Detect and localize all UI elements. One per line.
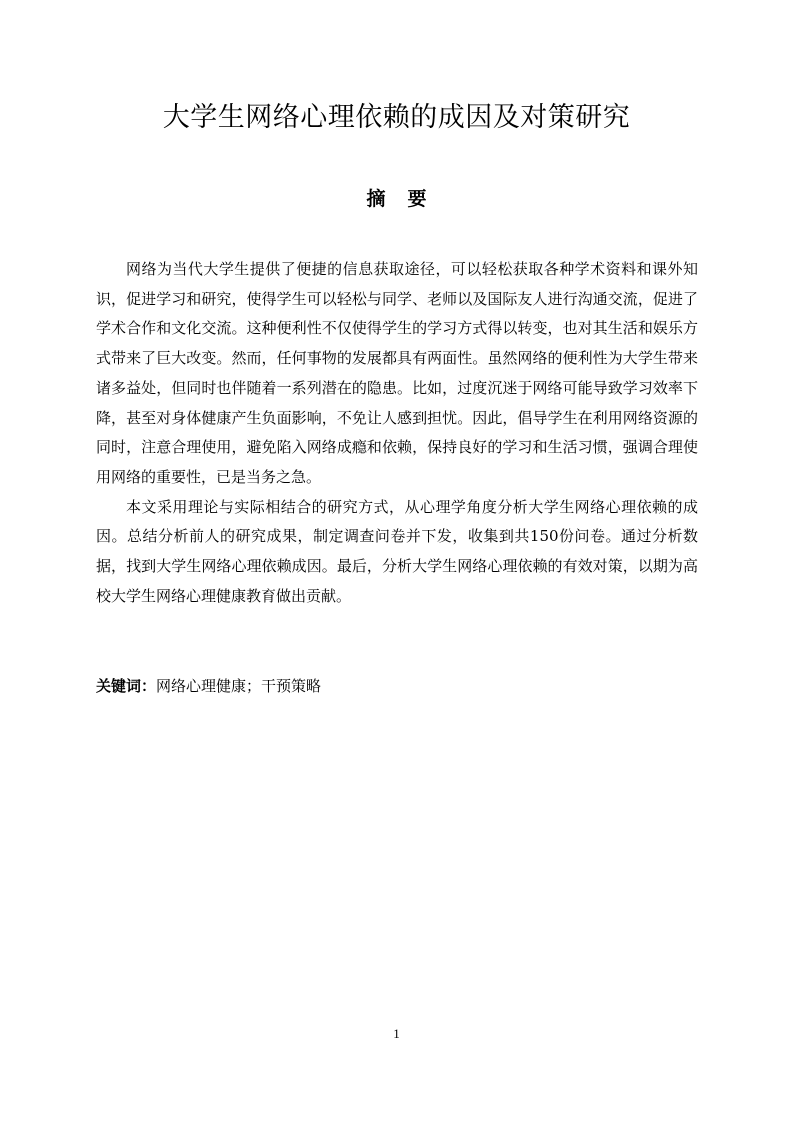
page-number: 1 <box>393 1026 400 1041</box>
abstract-body <box>96 255 698 611</box>
keywords-line <box>96 672 698 700</box>
abstract-paragraph-1: 网络为当代大学生提供了便捷的信息获取途径，可以轻松获取各种学术资料和课外知识，促进学习和研究，使得学生可以轻松与同学、老师以及国际友人进行沟通交流，促进了学术合作和文化交流。这种便利性不仅使得学生的学习方式得以转变，也对其生活和娱乐方式带来了巨大改变。然而，任何事物的发展都具有两面性。虽然网络的便利性为大学生带来诸多益处，但同时也伴随着一系列潜在的隐患。比如，过度沉迷于网络可能导致学习效率下降，甚至对身体健康产生负面影响，不免让人感到担忧。因此，倡导学生在利用网络资源的同时，注意合理使用，避免陷入网络成瘾和依赖，保持良好的学习和生活习惯，强调合理使用网络的重要性，已是当务之急。 <box>96 260 698 486</box>
abstract-paragraph-2: 本文采用理论与实际相结合的研究方式，从心理学角度分析大学生网络心理依赖的成因。总结分析前人的研究成果，制定调查问卷并下发，收集到共150份问卷。通过分析数据，找到大学生网络心理依赖成因。最后，分析大学生网络心理依赖的有效对策，以期为高校大学生网络心理健康教育做出贡献。 <box>96 497 698 605</box>
document-title: 大学生网络心理依赖的成因及对策研究 <box>162 102 631 133</box>
keywords-value: 网络心理健康；干预策略 <box>156 677 322 695</box>
keywords-label: 关键词： <box>96 677 157 695</box>
abstract-heading: 摘要 <box>366 188 449 210</box>
